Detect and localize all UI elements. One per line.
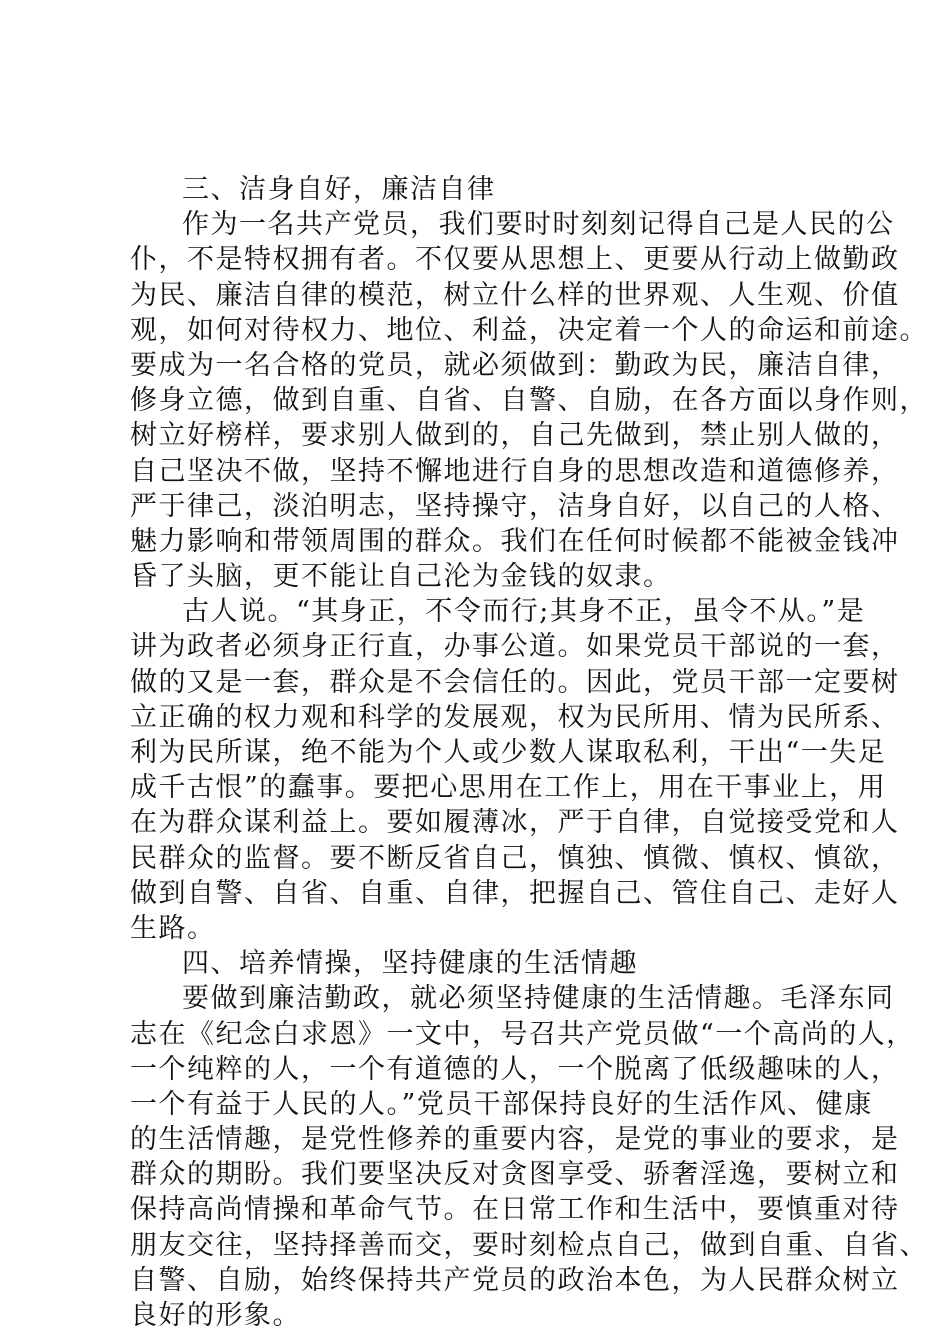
text-line: 自警、自励，始终保持共产党员的政治本色，为人民群众树立 — [130, 1264, 900, 1296]
text-line: 成千古恨”的蠢事。要把心思用在工作上，用在干事业上，用 — [130, 772, 887, 804]
text-line: 作为一名共产党员，我们要时时刻刻记得自己是人民的公 — [182, 209, 895, 241]
text-line: 做到自警、自省、自重、自律，把握自己、管住自己、走好人 — [130, 877, 900, 909]
text-line: 严于律己，淡泊明志，坚持操守，洁身自好，以自己的人格、 — [130, 490, 900, 522]
text-line: 四、培养情操，坚持健康的生活情趣 — [182, 948, 638, 980]
text-line: 在为群众谋利益上。要如履薄冰，严于自律，自觉接受党和人 — [130, 807, 900, 839]
text-line: 做的又是一套，群众是不会信任的。因此，党员干部一定要树 — [130, 666, 900, 698]
text-line: 良好的形象。 — [130, 1300, 301, 1331]
text-line: 群众的期盼。我们要坚决反对贪图享受、骄奢淫逸，要树立和 — [130, 1159, 900, 1191]
text-line: 利为民所谋，绝不能为个人或少数人谋取私利，干出“一失足 — [130, 737, 887, 768]
text-line: 生路。 — [130, 912, 216, 944]
text-line: 立正确的权力观和科学的发展观，权为民所用、情为民所系、 — [130, 701, 900, 733]
text-line: 修身立德，做到自重、自省、自警、自励，在各方面以身作则， — [130, 385, 928, 417]
text-line: 自己坚决不做，坚持不懈地进行自身的思想改造和道德修养， — [130, 455, 900, 487]
text-line: 志在《纪念白求恩》一文中，号召共产党员做“一个高尚的人， — [130, 1018, 915, 1050]
text-line: 要成为一名合格的党员，就必须做到：勤政为民，廉洁自律， — [130, 349, 900, 381]
text-line: 朋友交往，坚持择善而交，要时刻检点自己，做到自重、自省、 — [130, 1229, 928, 1261]
text-line: 魅力影响和带领周围的群众。我们在任何时候都不能被金钱冲 — [130, 525, 900, 557]
text-line: 的生活情趣，是党性修养的重要内容，是党的事业的要求，是 — [130, 1124, 900, 1156]
text-line: 观，如何对待权力、地位、利益，决定着一个人的命运和前途。 — [130, 314, 928, 346]
text-line: 讲为政者必须身正行直，办事公道。如果党员干部说的一套， — [130, 631, 900, 663]
text-line: 树立好榜样，要求别人做到的，自己先做到，禁止别人做的， — [130, 420, 900, 452]
text-line: 昏了头脑，更不能让自己沦为金钱的奴隶。 — [130, 561, 672, 593]
text-line: 民群众的监督。要不断反省自己，慎独、慎微、慎权、慎欲， — [130, 842, 900, 874]
text-line: 三、洁身自好，廉洁自律 — [182, 174, 496, 205]
text-line: 要做到廉洁勤政，就必须坚持健康的生活情趣。毛泽东同 — [182, 983, 895, 1015]
document-body — [130, 172, 928, 1333]
text-line: 古人说。“其身正，不令而行;其身不正，虽令不从。”是 — [182, 596, 866, 628]
text-line: 一个纯粹的人，一个有道德的人，一个脱离了低级趣味的人， — [130, 1053, 900, 1085]
text-line: 为民、廉洁自律的模范，树立什么样的世界观、人生观、价值 — [130, 279, 900, 311]
text-line: 保持高尚情操和革命气节。在日常工作和生活中，要慎重对待 — [130, 1194, 900, 1226]
text-line: 一个有益于人民的人。”党员干部保持良好的生活作风、健康 — [130, 1088, 873, 1120]
text-line: 仆，不是特权拥有者。不仅要从思想上、更要从行动上做勤政 — [130, 244, 900, 276]
